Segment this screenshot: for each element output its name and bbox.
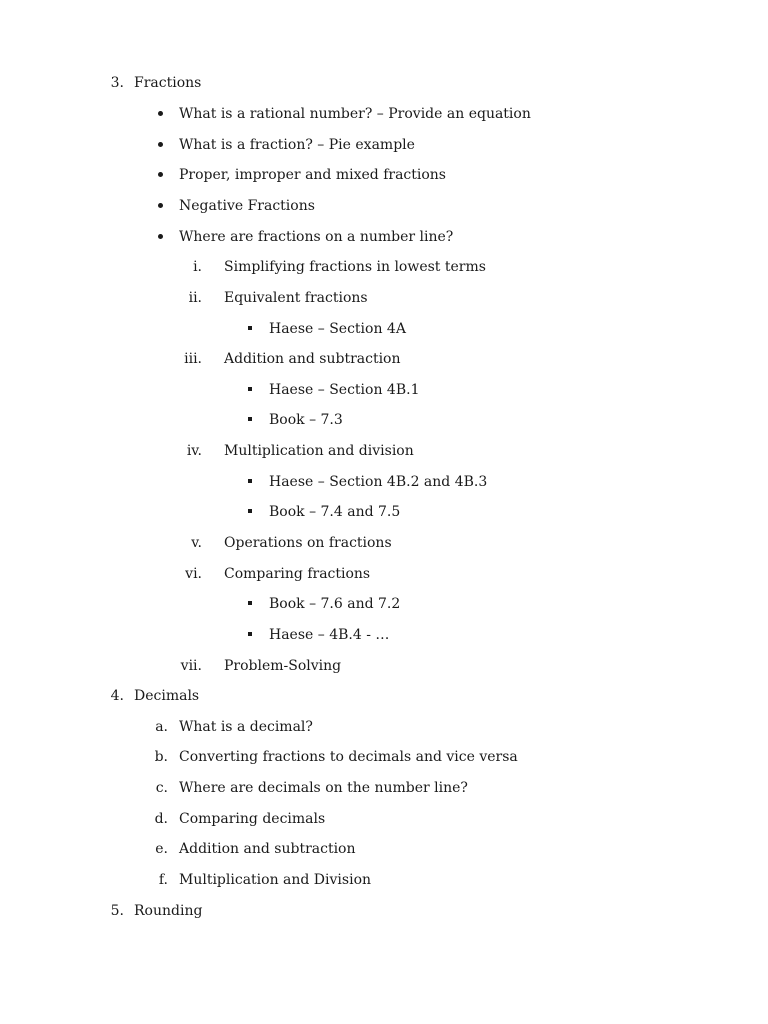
letter-marker: f.	[158, 872, 168, 888]
section-number: 5.	[110, 903, 124, 919]
bullet-item: What is a rational number? – Provide an equation	[179, 106, 531, 122]
bullet-item: Negative Fractions	[179, 198, 315, 214]
sub-item: Haese – 4B.4 - …	[269, 627, 390, 643]
bullet-dot-icon	[158, 234, 163, 239]
roman-item: Problem-Solving	[224, 658, 342, 674]
roman-numeral: vii.	[180, 658, 202, 674]
roman-item: Equivalent fractions	[224, 290, 368, 306]
letter-item: Addition and subtraction	[179, 841, 356, 857]
square-bullet-icon	[248, 387, 252, 391]
square-bullet-icon	[248, 326, 252, 330]
section-title: Rounding	[134, 903, 203, 919]
square-bullet-icon	[248, 479, 252, 483]
letter-marker: b.	[154, 749, 168, 765]
roman-numeral: vi.	[185, 566, 202, 582]
roman-item: Addition and subtraction	[224, 351, 401, 367]
square-bullet-icon	[248, 509, 252, 513]
roman-item: Operations on fractions	[224, 535, 392, 551]
letter-item: What is a decimal?	[179, 719, 313, 735]
section-title: Fractions	[134, 75, 202, 91]
square-bullet-icon	[248, 601, 252, 605]
letter-marker: e.	[155, 841, 168, 857]
letter-marker: d.	[154, 811, 168, 827]
sub-item: Book – 7.4 and 7.5	[269, 504, 401, 520]
section-number: 4.	[110, 688, 124, 704]
sub-item: Haese – Section 4B.1	[269, 382, 420, 398]
square-bullet-icon	[248, 417, 252, 421]
sub-item: Haese – Section 4B.2 and 4B.3	[269, 474, 488, 490]
letter-marker: c.	[155, 780, 168, 796]
sub-item: Book – 7.6 and 7.2	[269, 596, 401, 612]
roman-numeral: ii.	[188, 290, 202, 306]
bullet-item: Proper, improper and mixed fractions	[179, 167, 446, 183]
roman-item: Comparing fractions	[224, 566, 371, 582]
sub-item: Book – 7.3	[269, 412, 343, 428]
letter-item: Where are decimals on the number line?	[179, 780, 468, 796]
roman-numeral: v.	[191, 535, 202, 551]
bullet-dot-icon	[158, 111, 163, 116]
letter-marker: a.	[155, 719, 168, 735]
roman-item: Simplifying fractions in lowest terms	[224, 259, 486, 275]
letter-item: Comparing decimals	[179, 811, 326, 827]
section-number: 3.	[110, 75, 124, 91]
section-title: Decimals	[134, 688, 200, 704]
roman-numeral: i.	[193, 259, 202, 275]
bullet-item: Where are fractions on a number line?	[179, 229, 454, 245]
roman-item: Multiplication and division	[224, 443, 414, 459]
roman-numeral: iv.	[186, 443, 202, 459]
bullet-dot-icon	[158, 203, 163, 208]
roman-numeral: iii.	[184, 351, 202, 367]
bullet-item: What is a fraction? – Pie example	[179, 137, 415, 153]
letter-item: Converting fractions to decimals and vice versa	[179, 749, 518, 765]
square-bullet-icon	[248, 632, 252, 636]
bullet-dot-icon	[158, 142, 163, 147]
bullet-dot-icon	[158, 172, 163, 177]
letter-item: Multiplication and Division	[179, 872, 372, 888]
sub-item: Haese – Section 4A	[269, 321, 406, 337]
